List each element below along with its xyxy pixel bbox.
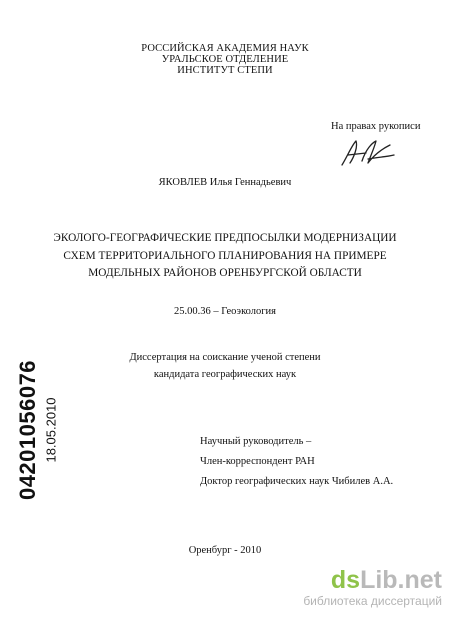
watermark-brand-lib: Lib.net xyxy=(360,566,442,594)
title-line-3: МОДЕЛЬНЫХ РАЙОНОВ ОРЕНБУРГСКОЙ ОБЛАСТИ xyxy=(88,267,362,279)
title-line-2: СХЕМ ТЕРРИТОРИАЛЬНОГО ПЛАНИРОВАНИЯ НА ПРИМЕРЕ xyxy=(63,249,387,262)
handwritten-signature xyxy=(338,135,398,169)
dissertation-line-2: кандидата географических наук xyxy=(153,369,297,380)
watermark-tagline: библиотека диссертаций xyxy=(303,594,442,608)
dissertation-type xyxy=(0,349,450,383)
stamp-date: 18.05.2010 xyxy=(43,397,59,463)
author-name: ЯКОВЛЕВ Илья Геннадьевич xyxy=(158,177,292,188)
supervisor-block xyxy=(200,432,393,492)
manuscript-note: На правах рукописи xyxy=(331,121,421,132)
dissertation-title xyxy=(0,230,450,283)
city-year: Оренбург - 2010 xyxy=(188,545,262,556)
supervisor-line-rank: Член-корреспондент РАН xyxy=(200,456,315,467)
institution-line-institute: ИНСТИТУТ СТЕПИ xyxy=(177,65,273,76)
institution-line-academy: РОССИЙСКАЯ АКАДЕМИЯ НАУК xyxy=(141,43,309,54)
watermark-brand xyxy=(300,567,442,594)
dslib-watermark xyxy=(300,567,442,608)
supervisor-line-role: Научный руководитель – xyxy=(200,436,312,447)
library-stamp xyxy=(14,360,58,500)
supervisor-line-degree: Доктор географических наук Чибилев А.А. xyxy=(200,476,394,487)
dissertation-line-1: Диссертация на соискание ученой степени xyxy=(129,352,321,363)
institution-block xyxy=(0,43,450,76)
institution-line-branch: УРАЛЬСКОЕ ОТДЕЛЕНИЕ xyxy=(161,54,289,65)
title-line-1: ЭКОЛОГО-ГЕОГРАФИЧЕСКИЕ ПРЕДПОСЫЛКИ МОДЕРНИЗАЦИИ xyxy=(53,232,397,244)
stamp-number: 04201056076 xyxy=(15,359,40,501)
watermark-brand-ds: ds xyxy=(330,566,361,594)
specialty-code: 25.00.36 – Геоэкология xyxy=(174,306,276,317)
